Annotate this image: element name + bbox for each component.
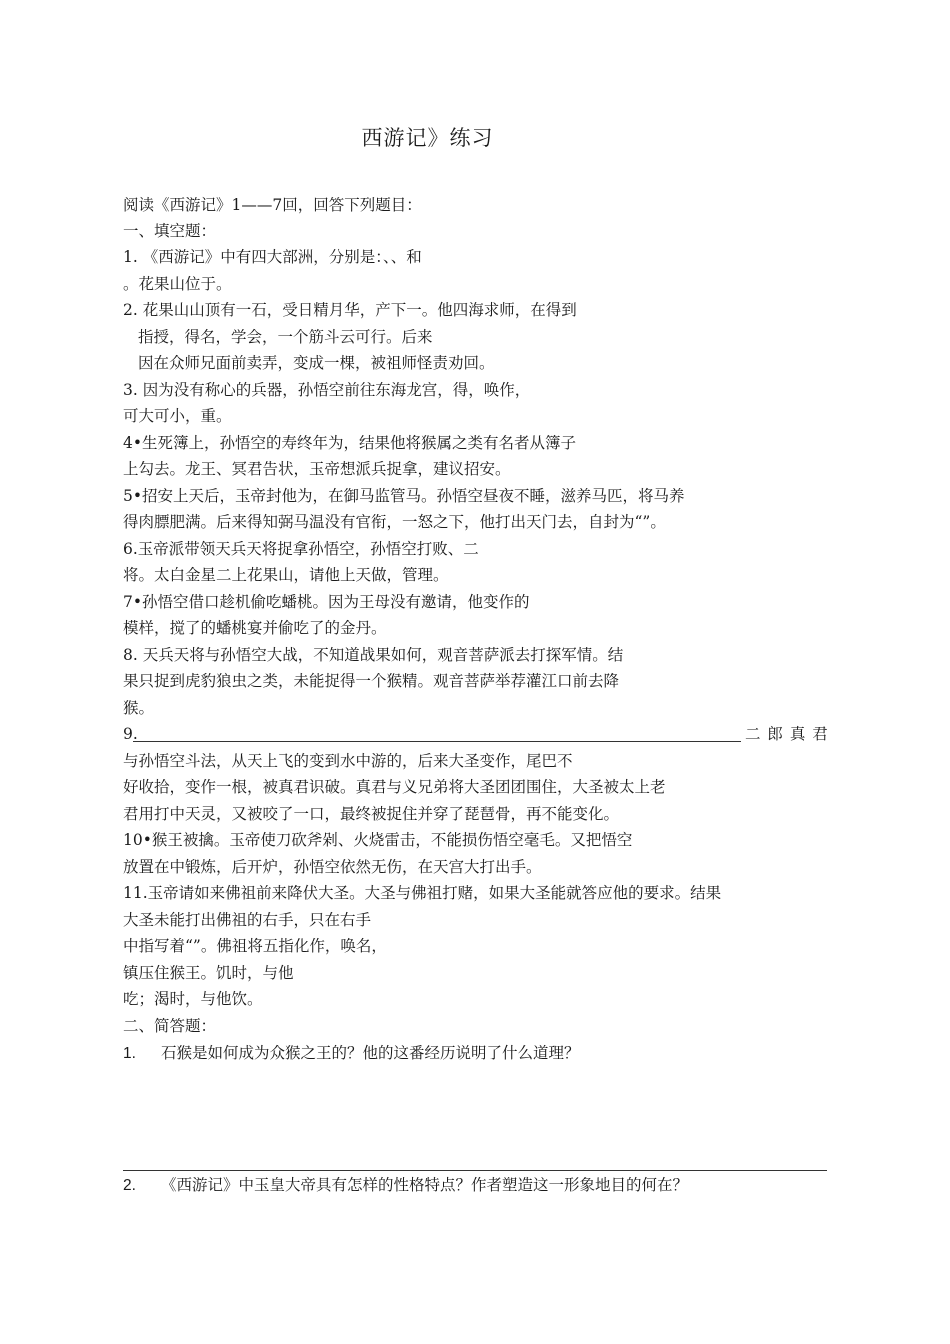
fill-line-3: 2. 花果山山顶有一石，受日精月华，产下一。他四海求师，在得到: [123, 301, 577, 319]
fill-line-4: 指授，得名，学会，一个筋斗云可行。后来: [138, 328, 433, 346]
question-2-text: 《西游记》中玉皇大帝具有怎样的性格特点？作者塑造这一形象地目的何在？: [161, 1176, 689, 1194]
fill-line-9: 上勾去。龙王、冥君告状，玉帝想派兵捉拿，建议招安。: [123, 460, 511, 478]
fill-line-18: 猴。: [123, 699, 155, 717]
fill-line-22: 君用打中天灵，又被咬了一口，最终被捉住并穿了琵琶骨，再不能变化。: [123, 805, 620, 823]
fill-line-10: 5•招安上天后，玉帝封他为，在御马监管马。孙悟空昼夜不睡，滋养马匹，将马养: [123, 487, 685, 505]
fill-line-25: 11.玉帝请如来佛祖前来降伏大圣。大圣与佛祖打赌，如果大圣能就答应他的要求。结果: [123, 884, 722, 902]
divider-line: [123, 1170, 827, 1171]
section-heading-short-answer: 二、简答题：: [123, 1017, 217, 1035]
fill-line-19-num: 9.: [123, 725, 138, 743]
fill-line-1: 1. 《西游记》中有四大部洲，分别是：、、和: [123, 248, 422, 266]
fill-line-26: 大圣未能打出佛祖的右手，只在右手: [123, 911, 372, 929]
section-heading-fill: 一、填空题：: [123, 222, 217, 240]
fill-line-19-tail: 二 郎 真 君: [745, 725, 829, 743]
fill-line-15: 模样，搅了的蟠桃宴并偷吃了的金丹。: [123, 619, 387, 637]
fill-line-6: 3. 因为没有称心的兵器，孙悟空前往东海龙宫，得，唤作，: [123, 381, 531, 399]
fill-line-23: 10•猴王被擒。玉帝使刀砍斧剁、火烧雷击，不能损伤悟空毫毛。又把悟空: [123, 831, 633, 849]
fill-line-14: 7•孙悟空借口趁机偷吃蟠桃。因为王母没有邀请，他变作的: [123, 593, 530, 611]
fill-line-24: 放置在中锻炼，后开炉，孙悟空依然无伤，在天宫大打出手。: [123, 858, 542, 876]
fill-line-17: 果只捉到虎豹狼虫之类，未能捉得一个猴精。观音菩萨举荐灌江口前去降: [123, 672, 620, 690]
fill-line-29: 吃；渴时，与他饮。: [123, 990, 263, 1008]
fill-line-27: 中指写着“”。佛祖将五指化作，唤名，: [123, 937, 387, 955]
fill-line-7: 可大可小，重。: [123, 407, 232, 425]
question-1: [123, 1043, 580, 1064]
fill-line-28: 镇压住猴王。饥时，与他: [123, 964, 294, 982]
fill-line-5: 因在众师兄面前卖弄，变成一棵，被祖师怪责劝回。: [138, 354, 495, 372]
answer-blank-line: [133, 741, 741, 742]
fill-line-20: 与孙悟空斗法，从天上飞的变到水中游的，后来大圣变作，尾巴不: [123, 752, 573, 770]
fill-line-11: 得肉膘肥满。后来得知弼马温没有官衔，一怒之下，他打出天门去，自封为“”。: [123, 513, 666, 531]
fill-line-8: 4•生死簿上，孙悟空的寿终年为，结果他将猴属之类有名者从簿子: [123, 434, 577, 452]
question-1-number: 1.: [123, 1045, 136, 1062]
question-2-number: 2.: [123, 1177, 136, 1194]
fill-line-2: 。花果山位于。: [123, 275, 232, 293]
intro-text: 阅读《西游记》1——7回，回答下列题目：: [123, 196, 422, 214]
question-2: [123, 1175, 688, 1196]
fill-line-13: 将。太白金星二上花果山，请他上天做，管理。: [123, 566, 449, 584]
page-title: 西游记》练习: [361, 126, 494, 150]
fill-line-21: 好收拾，变作一根，被真君识破。真君与义兄弟将大圣团团围住，大圣被太上老: [123, 778, 666, 796]
question-1-text: 石猴是如何成为众猴之王的？他的这番经历说明了什么道理？: [161, 1044, 580, 1062]
fill-line-16: 8. 天兵天将与孙悟空大战，不知道战果如何，观音菩萨派去打探军情。结: [123, 646, 624, 664]
fill-line-12: 6.玉帝派带领天兵天将捉拿孙悟空，孙悟空打败、二: [123, 540, 479, 558]
